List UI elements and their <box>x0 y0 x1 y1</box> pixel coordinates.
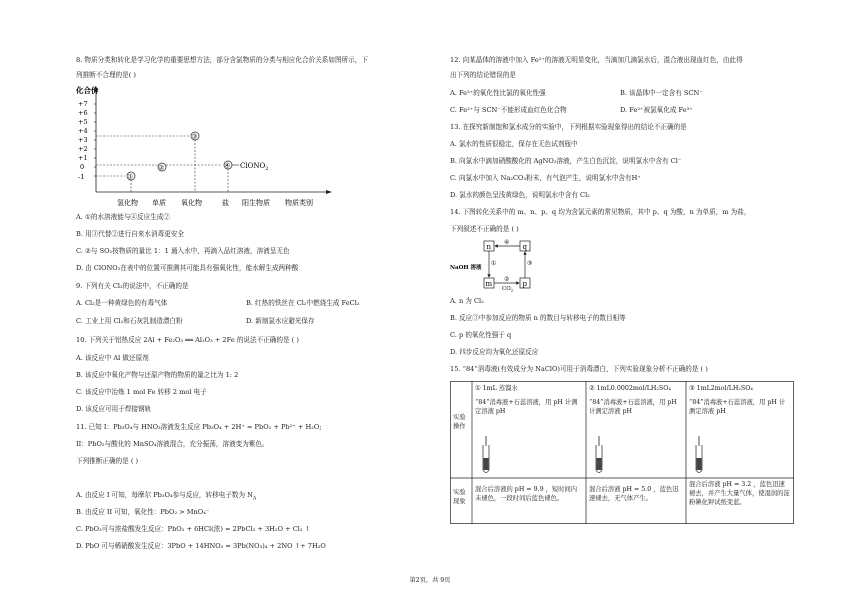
q11-option-b: B. 由反应 II 可知，氧化性：PbO₂ > MnO₄⁻ <box>76 508 210 516</box>
q12-stem-line1: 12. 向某晶体的溶液中加入 Fe²⁺的溶液无明显变化，当滴加几滴氯水后，混合液出现血红色，由此得 <box>450 56 743 64</box>
xcat: 氧化物 <box>181 199 202 207</box>
q14-co2-label: $CO_2$ <box>502 286 514 293</box>
q9-option-c: C. 工业上用 Cl₂和石灰乳制造漂白粉 <box>76 317 183 325</box>
ytick: +4 <box>78 127 88 135</box>
xcat: 氢化物 <box>117 199 138 207</box>
q14-arrow-label-3: ③ <box>527 260 533 267</box>
svg-text:q: q <box>522 243 527 251</box>
q15-stem: 15. “84”消毒液(有效成分为 NaClO)可用于消毒漂白，下列实验现象分析不正确的是 ( ) <box>450 365 708 373</box>
ytick: +7 <box>78 100 88 108</box>
q15-col3-operation: “84”消毒液+石蕊溶液，用 pH 计测定溶液 pH <box>689 399 786 416</box>
q12-option-c: C. Fe²⁺与 SCN⁻不能形成血红色化合物 <box>450 106 567 114</box>
q11-option-a: A. 由反应 I 可知，每摩尔 Pb₃O₄参与反应，转移电子数为 $N_A$ <box>76 491 257 502</box>
q14-option-b: B. 反应③中参加反应的物质 n 的数目与转移电子的数目相等 <box>450 314 626 322</box>
svg-text:p: p <box>522 280 527 288</box>
q14-option-c: C. p 的氧化性强于 q <box>450 331 512 339</box>
svg-text:①: ① <box>127 172 134 181</box>
q9-option-a: A. Cl₂是一种黄绿色的有毒气体 <box>76 299 168 307</box>
xcat: 阳生物质 <box>242 199 270 207</box>
test-tube-icon <box>693 436 705 476</box>
ytick: +1 <box>78 154 88 162</box>
ytick: +3 <box>78 136 88 144</box>
q8-point4-label: ClONO$_2$ <box>240 162 269 172</box>
q15-col3-result: 混合后溶液 pH = 3.2 ，蓝色迅速褪去，并产生大量气体，使湿润的淀粉碘化钾试纸变蓝。 <box>689 481 790 507</box>
svg-text:③: ③ <box>191 132 198 141</box>
q8-option-a: A. ①的水溶液能与④反应生成② <box>76 213 170 221</box>
test-tube-icon <box>593 436 605 476</box>
svg-text:m: m <box>485 280 493 288</box>
xcat: 物质类别 <box>285 199 313 207</box>
ytick: +5 <box>78 118 88 126</box>
q8-point-1 <box>127 172 135 181</box>
q8-option-d: D. 由 ClONO₂在表中的位置可推测其可能具有强氧化性，能水解生成两种酸 <box>76 264 299 272</box>
q11-stem-line2: II：PbO₂与酸化的 MnSO₄溶液混合，充分振荡，溶液变为紫色。 <box>76 440 269 448</box>
svg-text:n: n <box>486 243 492 251</box>
test-tube-icon <box>480 436 492 476</box>
q14-naoh-label: NaOH 溶液 <box>450 265 482 271</box>
q9-option-d: D. 新制氯水应避光保存 <box>246 317 315 325</box>
q15-col1-header: ① 1mL 蒸馏水 <box>475 385 518 392</box>
q15-col1-result: 混合后溶液的 pH = 9.9 ，短时间内未褪色，一段时间后蓝色褪色。 <box>475 486 578 503</box>
q14-option-d: D. 四步反应均为氧化还原反应 <box>450 348 539 356</box>
ytick: 0 <box>80 163 85 171</box>
q14-box-m <box>484 278 494 288</box>
q10-option-a: A. 该反应中 Al 做还原剂 <box>76 354 149 362</box>
q8-option-c: C. ②与 SO₂按物质的量比 1：1 通入水中，再滴入品红溶液，溶液呈无色 <box>76 247 290 255</box>
ytick: +6 <box>78 109 88 117</box>
q13-option-c: C. 向氯水中加入 Na₂CO₃粉末，有气泡产生，说明氯水中含有H⁺ <box>450 174 641 182</box>
q10-stem: 10. 下列关于铝热反应 2Al + Fe₂O₃ ══ Al₂O₃ + 2Fe 的说法不正确的是 ( ) <box>76 336 299 344</box>
q8-point-4 <box>224 161 232 170</box>
q13-option-a: A. 氯水的性质很稳定，保存在无色试剂瓶中 <box>450 140 578 148</box>
q14-cycle-diagram <box>450 238 550 296</box>
q14-box-p <box>520 278 530 288</box>
q8-stem-line2: 列推断不合理的是( ) <box>76 71 136 79</box>
q11-stem-line3: 下列推断正确的是 ( ) <box>76 457 139 465</box>
q12-option-d: D. Fe²⁺被氯氧化成 Fe³⁺ <box>620 106 693 114</box>
q14-stem-line2: 下列叙述不正确的是 ( ) <box>450 225 519 233</box>
ytick: -1 <box>78 173 85 181</box>
q8-option-b: B. 用③代替②进行自来水消毒更安全 <box>76 230 184 238</box>
q14-stem-line1: 14. 下图转化关系中的 m、n、p、q 均为含氯元素的常见物质，其中 p、q 为酸，n 为单质，m 为盐， <box>450 208 751 216</box>
q14-option-a: A. n 为 Cl₂ <box>450 297 484 305</box>
q10-option-c: C. 该反应中冶炼 1 mol Fe 转移 2 mol 电子 <box>76 388 207 396</box>
q10-option-d: D. 该反应可用于焊接钢轨 <box>76 405 152 413</box>
q8-yaxis-title: 化合价 <box>76 86 99 95</box>
q9-option-b: B. 红热的铁丝在 Cl₂中燃烧生成 FeCl₂ <box>246 299 360 307</box>
q8-xaxis-labels <box>117 198 313 207</box>
q11-option-c: C. PbO₂可与浓盐酸发生反应：PbO₂ + 6HCl(浓) = 2PbCl₃ + 3H₂O + Cl₂ ↑ <box>76 525 311 533</box>
q13-option-d: D. 氯水的颜色呈浅黄绿色，说明氯水中含有 Cl₂ <box>450 191 590 199</box>
q8-valence-diagram <box>74 84 336 210</box>
q8-point-3 <box>191 132 199 141</box>
q12-option-a: A. Fe³⁺的氧化性比氯的氧化性强 <box>450 89 546 97</box>
q15-col1-operation: “84”消毒液+石蕊溶液，用 pH 计测定溶液 pH <box>475 399 578 416</box>
q8-yticks <box>78 100 88 181</box>
svg-text:②: ② <box>158 163 165 172</box>
ytick: +2 <box>78 145 88 153</box>
q15-col2-result: 混合后溶液 pH = 5.0 ，蓝色迅速褪去，无气体产生。 <box>589 486 679 503</box>
q11-stem-line1: 11. 已知 I：Pb₃O₄与 HNO₃溶液发生反应 Pb₃O₄ + 2H⁺ = PbO₂ + Pb²⁺ + H₂O; <box>76 423 322 431</box>
page-footer: 第2页，共 9页 <box>409 577 451 584</box>
q14-arrow-label-4: ④ <box>504 239 510 246</box>
xcat: 单质 <box>152 199 166 207</box>
q14-arrow-label-2: ② <box>504 276 510 283</box>
q8-stem-line1: 8. 物质分类和转化是学习化学的重要思想方法，部分含氯物质的分类与相应化合价关系如图所示，下 <box>76 56 368 64</box>
svg-text:④: ④ <box>224 161 231 170</box>
q15-col3-header: ③ 1mL2mol/LH₂SO₄ <box>689 385 753 392</box>
q14-box-n <box>484 241 494 251</box>
q15-row-head-operation: 实验 操作 <box>453 414 466 431</box>
q15-table <box>450 381 794 524</box>
q15-row-head-phenomenon: 实验 现象 <box>453 489 466 506</box>
q14-arrow-label-1: ① <box>491 260 497 267</box>
q10-option-b: B. 该反应中氧化产物与还原产物的物质的量之比为 1: 2 <box>76 371 239 379</box>
q14-box-q <box>520 241 530 251</box>
q12-stem-line2: 出下列的结论错误的是 <box>450 71 516 79</box>
q12-option-b: B. 该晶体中一定含有 SCN⁻ <box>620 89 703 97</box>
q15-col2-header: ② 1mL0.0002mol/LH₂SO₄ <box>589 385 671 392</box>
q13-stem: 13. 在探究新制饱和氯水成分的实验中，下列根据实验现象得出的结论不正确的是 <box>450 123 687 131</box>
q9-stem: 9. 下列有关 Cl₂的说法中，不正确的是 <box>76 282 189 290</box>
q15-col2-operation: “84”消毒液+石蕊溶液，用 pH 计测定溶液 pH <box>589 399 677 416</box>
q13-option-b: B. 向氯水中滴加硝酸酸化的 AgNO₃溶液，产生白色沉淀，说明氯水中含有 Cl⁻ <box>450 157 682 165</box>
xcat: 盐 <box>222 199 229 207</box>
q8-point-2 <box>158 163 166 172</box>
q11-option-d: D. PbO 可与稀硝酸发生反应：3PbO + 14HNO₃ = 3Pb(NO₃)₄ + 2NO ↑+ 7H₂O <box>76 542 326 550</box>
